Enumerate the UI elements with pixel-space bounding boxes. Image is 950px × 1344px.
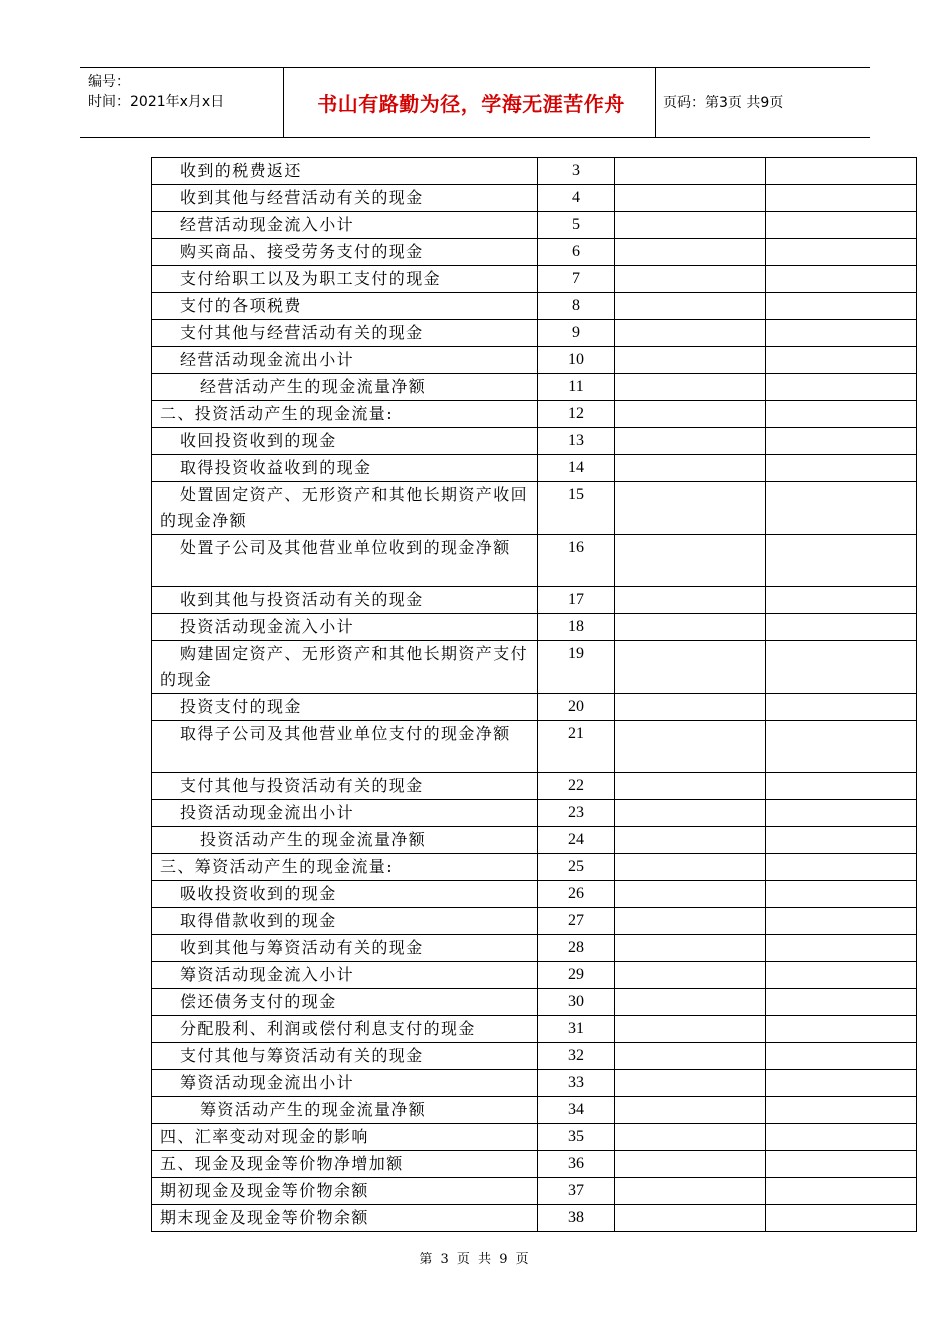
row-item-label: 吸收投资收到的现金	[152, 881, 538, 908]
row-number: 4	[538, 185, 615, 212]
row-item-label: 取得投资收益收到的现金	[152, 455, 538, 482]
row-number: 19	[538, 641, 615, 694]
row-number: 24	[538, 827, 615, 854]
value-cell	[615, 1124, 766, 1151]
table-row	[152, 587, 917, 614]
value-cell	[766, 881, 917, 908]
value-cell	[615, 266, 766, 293]
table-row	[152, 266, 917, 293]
value-cell	[615, 800, 766, 827]
value-cell	[615, 854, 766, 881]
table-row	[152, 827, 917, 854]
row-number: 16	[538, 535, 615, 587]
value-cell	[615, 1151, 766, 1178]
table-row	[152, 854, 917, 881]
value-cell	[766, 347, 917, 374]
value-cell	[615, 428, 766, 455]
value-cell	[766, 535, 917, 587]
value-cell	[615, 239, 766, 266]
value-cell	[766, 482, 917, 535]
header-divider	[283, 68, 284, 137]
row-number: 22	[538, 773, 615, 800]
table-row	[152, 1043, 917, 1070]
table-row	[152, 881, 917, 908]
value-cell	[766, 1124, 917, 1151]
row-number: 7	[538, 266, 615, 293]
value-cell	[766, 212, 917, 239]
value-cell	[615, 989, 766, 1016]
row-number: 10	[538, 347, 615, 374]
row-item-label: 四、汇率变动对现金的影响	[152, 1124, 538, 1151]
row-number: 15	[538, 482, 615, 535]
row-item-label: 收回投资收到的现金	[152, 428, 538, 455]
value-cell	[615, 374, 766, 401]
value-cell	[766, 1151, 917, 1178]
row-item-label: 筹资活动现金流入小计	[152, 962, 538, 989]
value-cell	[766, 800, 917, 827]
value-cell	[766, 266, 917, 293]
row-number: 37	[538, 1178, 615, 1205]
value-cell	[766, 854, 917, 881]
row-item-label: 支付的各项税费	[152, 293, 538, 320]
value-cell	[766, 694, 917, 721]
row-number: 13	[538, 428, 615, 455]
value-cell	[766, 1043, 917, 1070]
header-slogan: 书山有路勤为径，学海无涯苦作舟	[317, 92, 625, 116]
row-item-label: 处置固定资产、无形资产和其他长期资产收回的现金净额	[152, 482, 538, 535]
row-item-label: 支付其他与经营活动有关的现金	[152, 320, 538, 347]
row-item-label: 经营活动现金流出小计	[152, 347, 538, 374]
row-number: 5	[538, 212, 615, 239]
table-row	[152, 239, 917, 266]
row-number: 9	[538, 320, 615, 347]
value-cell	[615, 212, 766, 239]
row-number: 33	[538, 1070, 615, 1097]
table-row	[152, 1151, 917, 1178]
table-row	[152, 293, 917, 320]
header-divider	[655, 68, 656, 137]
row-item-label: 投资支付的现金	[152, 694, 538, 721]
row-item-label: 支付给职工以及为职工支付的现金	[152, 266, 538, 293]
row-number: 3	[538, 158, 615, 185]
table-row	[152, 773, 917, 800]
table-row	[152, 1016, 917, 1043]
table-row	[152, 989, 917, 1016]
value-cell	[615, 320, 766, 347]
value-cell	[766, 185, 917, 212]
table-row	[152, 694, 917, 721]
row-item-label: 购买商品、接受劳务支付的现金	[152, 239, 538, 266]
row-item-label: 支付其他与投资活动有关的现金	[152, 773, 538, 800]
value-cell	[766, 1070, 917, 1097]
row-item-label: 期末现金及现金等价物余额	[152, 1205, 538, 1232]
value-cell	[615, 293, 766, 320]
value-cell	[615, 962, 766, 989]
row-number: 8	[538, 293, 615, 320]
value-cell	[615, 1178, 766, 1205]
value-cell	[615, 1043, 766, 1070]
row-item-label: 筹资活动产生的现金流量净额	[152, 1097, 538, 1124]
document-number-label: 编号：	[88, 74, 130, 90]
value-cell	[766, 1097, 917, 1124]
row-item-label: 偿还债务支付的现金	[152, 989, 538, 1016]
value-cell	[766, 428, 917, 455]
row-number: 6	[538, 239, 615, 266]
value-cell	[766, 773, 917, 800]
table-row	[152, 1205, 917, 1232]
row-number: 35	[538, 1124, 615, 1151]
value-cell	[615, 587, 766, 614]
value-cell	[766, 641, 917, 694]
value-cell	[766, 320, 917, 347]
value-cell	[766, 587, 917, 614]
table-row	[152, 185, 917, 212]
table-row	[152, 374, 917, 401]
table-row	[152, 401, 917, 428]
table-row	[152, 535, 917, 587]
value-cell	[766, 1016, 917, 1043]
value-cell	[615, 1097, 766, 1124]
table-row	[152, 1097, 917, 1124]
row-item-label: 取得借款收到的现金	[152, 908, 538, 935]
value-cell	[615, 482, 766, 535]
value-cell	[766, 614, 917, 641]
table-row	[152, 320, 917, 347]
value-cell	[766, 721, 917, 773]
table-row	[152, 482, 917, 535]
value-cell	[615, 1070, 766, 1097]
value-cell	[615, 401, 766, 428]
value-cell	[766, 239, 917, 266]
document-time-label: 时间：2021年x月x日	[88, 94, 225, 110]
value-cell	[615, 721, 766, 773]
table-row	[152, 428, 917, 455]
row-item-label: 购建固定资产、无形资产和其他长期资产支付的现金	[152, 641, 538, 694]
row-item-label: 二、投资活动产生的现金流量:	[152, 401, 538, 428]
value-cell	[615, 1016, 766, 1043]
row-number: 26	[538, 881, 615, 908]
row-item-label: 支付其他与筹资活动有关的现金	[152, 1043, 538, 1070]
row-number: 27	[538, 908, 615, 935]
table-row	[152, 721, 917, 773]
row-item-label: 经营活动产生的现金流量净额	[152, 374, 538, 401]
value-cell	[766, 908, 917, 935]
value-cell	[766, 935, 917, 962]
row-number: 18	[538, 614, 615, 641]
row-number: 31	[538, 1016, 615, 1043]
row-item-label: 经营活动现金流入小计	[152, 212, 538, 239]
value-cell	[615, 535, 766, 587]
table-row	[152, 347, 917, 374]
table-row	[152, 908, 917, 935]
table-row	[152, 212, 917, 239]
value-cell	[615, 641, 766, 694]
row-item-label: 收到其他与筹资活动有关的现金	[152, 935, 538, 962]
row-number: 17	[538, 587, 615, 614]
table-row	[152, 614, 917, 641]
table-row	[152, 800, 917, 827]
value-cell	[615, 935, 766, 962]
row-number: 21	[538, 721, 615, 773]
row-number: 23	[538, 800, 615, 827]
row-item-label: 投资活动产生的现金流量净额	[152, 827, 538, 854]
table-row	[152, 641, 917, 694]
row-item-label: 期初现金及现金等价物余额	[152, 1178, 538, 1205]
table-row	[152, 455, 917, 482]
value-cell	[615, 158, 766, 185]
row-item-label: 处置子公司及其他营业单位收到的现金净额	[152, 535, 538, 587]
value-cell	[766, 293, 917, 320]
row-number: 32	[538, 1043, 615, 1070]
row-number: 12	[538, 401, 615, 428]
value-cell	[766, 1205, 917, 1232]
row-number: 20	[538, 694, 615, 721]
value-cell	[766, 989, 917, 1016]
row-item-label: 五、现金及现金等价物净增加额	[152, 1151, 538, 1178]
row-number: 36	[538, 1151, 615, 1178]
row-item-label: 三、筹资活动产生的现金流量:	[152, 854, 538, 881]
value-cell	[615, 908, 766, 935]
header-meta	[88, 72, 224, 112]
value-cell	[615, 185, 766, 212]
row-item-label: 投资活动现金流出小计	[152, 800, 538, 827]
row-item-label: 分配股利、利润或偿付利息支付的现金	[152, 1016, 538, 1043]
page-footer: 第 3 页 共 9 页	[419, 1252, 531, 1267]
row-number: 34	[538, 1097, 615, 1124]
header-page-info: 页码：第3页 共9页	[663, 95, 784, 111]
value-cell	[766, 1178, 917, 1205]
value-cell	[615, 827, 766, 854]
value-cell	[615, 1205, 766, 1232]
table-row	[152, 1178, 917, 1205]
value-cell	[766, 158, 917, 185]
cash-flow-table	[151, 157, 917, 1232]
row-item-label: 投资活动现金流入小计	[152, 614, 538, 641]
page-header	[80, 67, 870, 138]
value-cell	[615, 455, 766, 482]
row-number: 30	[538, 989, 615, 1016]
value-cell	[615, 881, 766, 908]
row-item-label: 取得子公司及其他营业单位支付的现金净额	[152, 721, 538, 773]
table-row	[152, 962, 917, 989]
row-number: 25	[538, 854, 615, 881]
row-number: 11	[538, 374, 615, 401]
value-cell	[615, 347, 766, 374]
row-number: 29	[538, 962, 615, 989]
row-item-label: 收到其他与经营活动有关的现金	[152, 185, 538, 212]
row-item-label: 筹资活动现金流出小计	[152, 1070, 538, 1097]
row-item-label: 收到的税费返还	[152, 158, 538, 185]
value-cell	[766, 962, 917, 989]
value-cell	[766, 374, 917, 401]
table-row	[152, 1070, 917, 1097]
value-cell	[766, 827, 917, 854]
row-number: 28	[538, 935, 615, 962]
cash-flow-table-body	[152, 158, 917, 1232]
row-number: 14	[538, 455, 615, 482]
value-cell	[615, 694, 766, 721]
value-cell	[615, 614, 766, 641]
table-row	[152, 935, 917, 962]
value-cell	[615, 773, 766, 800]
row-number: 38	[538, 1205, 615, 1232]
row-item-label: 收到其他与投资活动有关的现金	[152, 587, 538, 614]
table-row	[152, 158, 917, 185]
value-cell	[766, 401, 917, 428]
value-cell	[766, 455, 917, 482]
table-row	[152, 1124, 917, 1151]
